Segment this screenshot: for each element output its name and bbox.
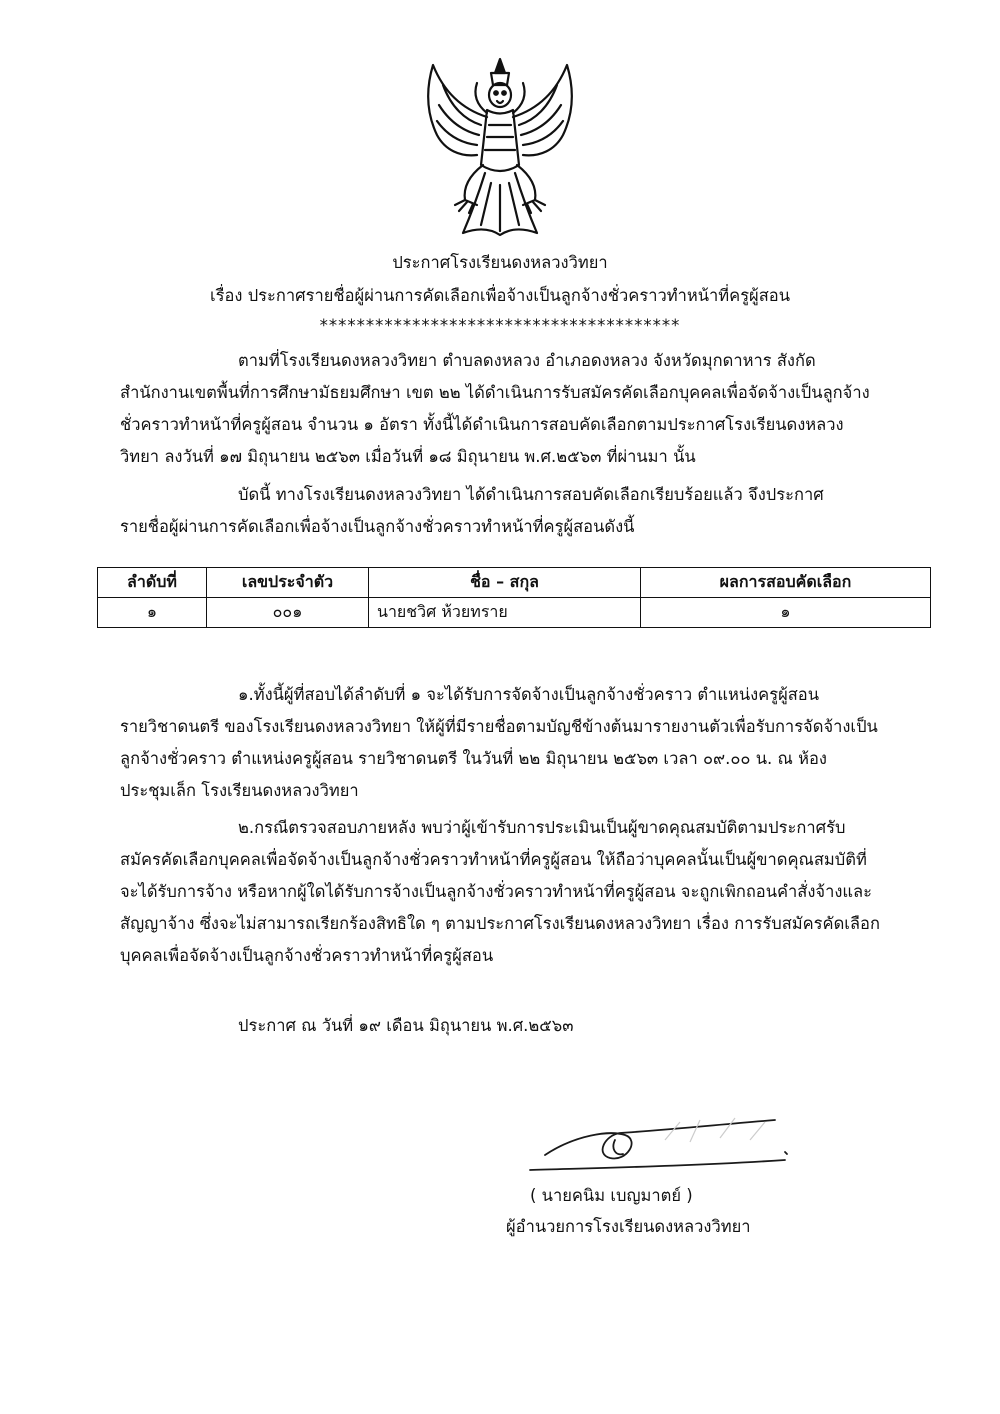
clause-1-line-1: ๑.ทั้งนี้ผู้ที่สอบได้ลำดับที่ ๑ จะได้รับการจัดจ้างเป็นลูกจ้างชั่วคราว ตำแหน่งครูผู้สอน bbox=[238, 685, 819, 704]
clause-1-line-3: ลูกจ้างชั่วคราว ตำแหน่งครูผู้สอน รายวิชาดนตรี ในวันที่ ๒๒ มิถุนายน ๒๕๖๓ เวลา ๐๙.๐๐ น. ณ ห้อง bbox=[120, 749, 827, 768]
clause-2-line-3: จะได้รับการจ้าง หรือหากผู้ใดได้รับการจ้างเป็นลูกจ้างชั่วคราวทำหน้าที่ครูผู้สอน จะถูกเพิกถอนคำสั่งจ้างและ bbox=[120, 882, 873, 901]
column-header-id: เลขประจำตัว bbox=[207, 568, 369, 598]
signer-name: ( นายคนิม เบญมาตย์ ) bbox=[530, 1186, 693, 1205]
announcement-title: ประกาศโรงเรียนดงหลวงวิทยา bbox=[392, 253, 608, 272]
clause-2-line-2: สมัครคัดเลือกบุคคลเพื่อจัดจ้างเป็นลูกจ้างชั่วคราวทำหน้าที่ครูผู้สอน ให้ถือว่าบุคคลนั้นเป็นผู้ขาดคุณสมบัติที่ bbox=[120, 850, 867, 869]
separator-line: *************************************** bbox=[319, 316, 681, 335]
announcement-date: ประกาศ ณ วันที่ ๑๙ เดือน มิถุนายน พ.ศ.๒๕๖๓ bbox=[238, 1016, 574, 1035]
clause-1-line-2: รายวิชาดนตรี ของโรงเรียนดงหลวงวิทยา ให้ผู้ที่มีรายชื่อตามบัญชีข้างต้นมารายงานตัวเพื่อรับการจัดจ้างเป็น bbox=[120, 717, 878, 736]
table-row bbox=[98, 598, 931, 628]
cell-order: ๑ bbox=[98, 598, 207, 628]
column-header-name: ชื่อ – สกุล bbox=[369, 568, 641, 598]
cell-result: ๑ bbox=[641, 598, 931, 628]
results-table bbox=[97, 567, 931, 628]
announcement-subject: เรื่อง ประกาศรายชื่อผู้ผ่านการคัดเลือกเพื่อจ้างเป็นลูกจ้างชั่วคราวทำหน้าที่ครูผู้สอน bbox=[209, 286, 790, 305]
column-header-order: ลำดับที่ bbox=[98, 568, 207, 598]
intro-p1-line-3: ชั่วคราวทำหน้าที่ครูผู้สอน จำนวน ๑ อัตรา ทั้งนี้ได้ดำเนินการสอบคัดเลือกตามประกาศโรงเรียนดงหลวง bbox=[120, 415, 844, 434]
intro-p2-line-1: บัดนี้ ทางโรงเรียนดงหลวงวิทยา ได้ดำเนินการสอบคัดเลือกเรียบร้อยแล้ว จึงประกาศ bbox=[238, 485, 824, 504]
column-header-result: ผลการสอบคัดเลือก bbox=[641, 568, 931, 598]
intro-p2-line-2: รายชื่อผู้ผ่านการคัดเลือกเพื่อจ้างเป็นลูกจ้างชั่วคราวทำหน้าที่ครูผู้สอนดังนี้ bbox=[120, 517, 635, 536]
clause-2-line-4: สัญญาจ้าง ซึ่งจะไม่สามารถเรียกร้องสิทธิใด ๆ ตามประกาศโรงเรียนดงหลวงวิทยา เรื่อง การรับสมัครคัดเลือก bbox=[120, 914, 880, 933]
signer-position: ผู้อำนวยการโรงเรียนดงหลวงวิทยา bbox=[506, 1217, 751, 1236]
clause-1-line-4: ประชุมเล็ก โรงเรียนดงหลวงวิทยา bbox=[120, 781, 359, 800]
intro-p1-line-1: ตามที่โรงเรียนดงหลวงวิทยา ตำบลดงหลวง อำเภอดงหลวง จังหวัดมุกดาหาร สังกัด bbox=[238, 351, 816, 370]
cell-name: นายชวิศ ห้วยทราย bbox=[369, 598, 641, 628]
clause-2-line-5: บุคคลเพื่อจัดจ้างเป็นลูกจ้างชั่วคราวทำหน้าที่ครูผู้สอน bbox=[120, 946, 494, 965]
intro-p1-line-4: วิทยา ลงวันที่ ๑๗ มิถุนายน ๒๕๖๓ เมื่อวันที่ ๑๘ มิถุนายน พ.ศ.๒๕๖๓ ที่ผ่านมา นั้น bbox=[120, 447, 696, 466]
intro-p1-line-2: สำนักงานเขตพื้นที่การศึกษามัธยมศึกษา เขต ๒๒ ได้ดำเนินการรับสมัครคัดเลือกบุคคลเพื่อจัดจ้างเป็นลูกจ้าง bbox=[120, 383, 870, 402]
cell-id: ๐๐๑ bbox=[207, 598, 369, 628]
clause-2-line-1: ๒.กรณีตรวจสอบภายหลัง พบว่าผู้เข้ารับการประเมินเป็นผู้ขาดคุณสมบัติตามประกาศรับ bbox=[238, 818, 846, 837]
garuda-emblem-icon bbox=[415, 55, 585, 240]
signature-image bbox=[515, 1100, 805, 1190]
table-header-row bbox=[98, 568, 931, 598]
